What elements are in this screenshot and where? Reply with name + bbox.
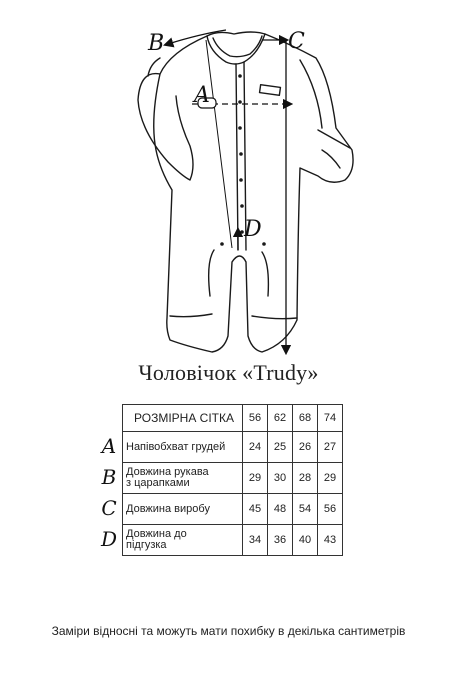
table-cell: 56 <box>318 494 343 525</box>
row-letter-b: B <box>101 465 117 489</box>
table-cell: 45 <box>243 494 268 525</box>
table-cell: 24 <box>243 432 268 463</box>
measurement-name: Довжина до підгузка <box>123 525 243 556</box>
product-title: Чоловічок «Trudy» <box>138 360 319 385</box>
table-cell: 34 <box>243 525 268 556</box>
measure-b-line <box>206 40 232 248</box>
size-header: 62 <box>268 405 293 432</box>
left-sleeve <box>138 74 193 180</box>
table-header-label: РОЗМІРНА СІТКА <box>123 405 243 432</box>
measure-b-arrow <box>168 30 226 44</box>
measure-b-label: B <box>148 31 165 56</box>
measurement-name: Довжина виробу <box>123 494 243 525</box>
chest-label <box>260 85 281 96</box>
measure-d-label: D <box>244 217 262 242</box>
table-cell: 43 <box>318 525 343 556</box>
table-cell: 26 <box>293 432 318 463</box>
table-cell: 30 <box>268 463 293 494</box>
size-header: 68 <box>293 405 318 432</box>
row-letter-d: D <box>100 527 118 551</box>
table-row <box>123 494 343 525</box>
table-cell: 29 <box>318 463 343 494</box>
table-cell: 40 <box>293 525 318 556</box>
table-cell: 27 <box>318 432 343 463</box>
garment-outline <box>154 32 353 352</box>
table-cell: 25 <box>268 432 293 463</box>
table-row <box>123 525 343 556</box>
row-letter-a: A <box>101 434 117 458</box>
size-header: 56 <box>243 405 268 432</box>
size-header: 74 <box>318 405 343 432</box>
measure-a-label: A <box>194 83 210 108</box>
table-header-row <box>123 405 343 432</box>
measurement-name: Напівобхват грудей <box>123 432 243 463</box>
row-letter-c: C <box>101 496 117 520</box>
table-cell: 29 <box>243 463 268 494</box>
measure-c-label: C <box>288 29 305 54</box>
measurement-name: Довжина рукава з царапками <box>123 463 243 494</box>
table-row <box>123 432 343 463</box>
table-cell: 54 <box>293 494 318 525</box>
table-cell: 36 <box>268 525 293 556</box>
table-row <box>123 463 343 494</box>
table-cell: 28 <box>293 463 318 494</box>
table-cell: 48 <box>268 494 293 525</box>
size-chart-table <box>122 404 343 556</box>
measurement-disclaimer: Заміри відносні та можуть мати похибку в декілька сантиметрів <box>51 624 406 638</box>
